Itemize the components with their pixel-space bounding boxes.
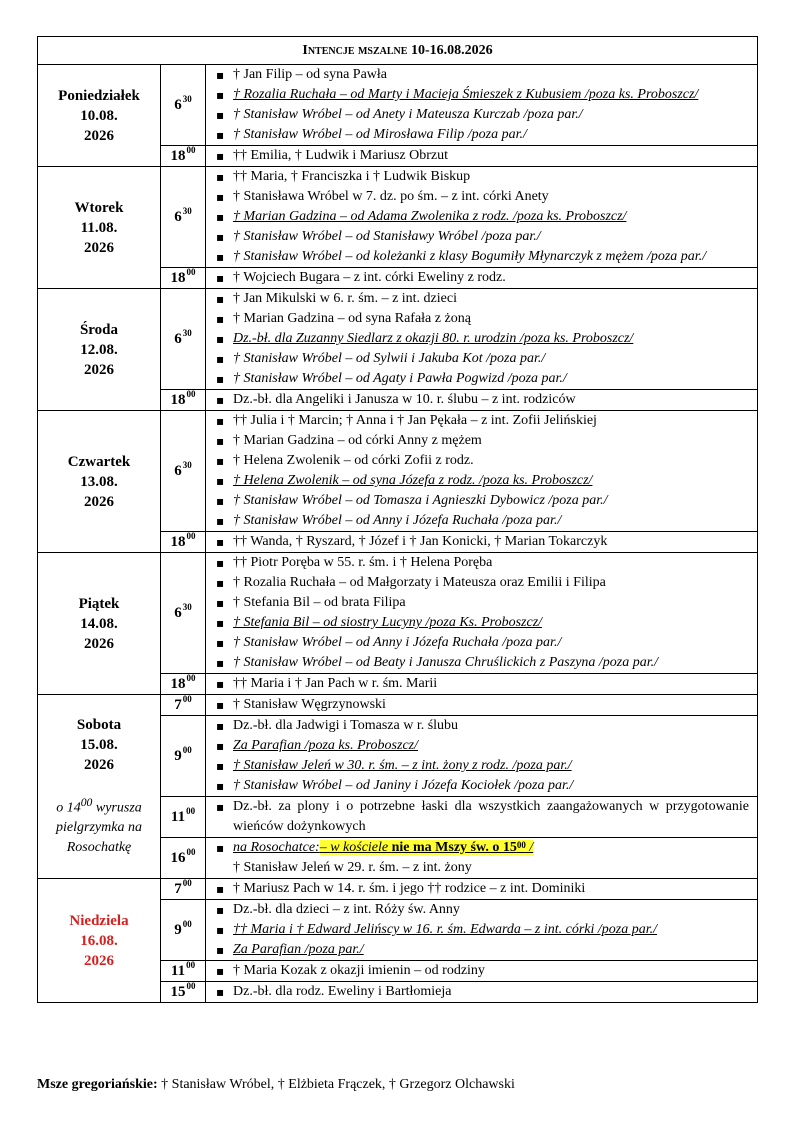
mass-time: [161, 900, 206, 961]
intentions-cell: [206, 268, 758, 289]
intention-item: ▪ † Rozalia Ruchała – od Małgorzaty i Mateusza oraz Emilii i Filipa: [206, 573, 757, 593]
intention-list: [206, 167, 757, 267]
intention-item: ▪ † Stanisław Wróbel – od Agaty i Pawła Pogwizd /poza par./: [206, 369, 757, 389]
intention-list: [206, 553, 757, 673]
day-name: Niedziela: [69, 912, 129, 929]
intention-item: ▪ Dz.-bł. dla Angeliki i Janusza w 10. r. ślubu – z int. rodziców: [206, 390, 757, 410]
intentions-table: [37, 36, 758, 1003]
mass-time: [161, 674, 206, 695]
day-year: 2026: [84, 635, 114, 652]
intention-item: ▪ † Stanisław Wróbel – od Tomasza i Agnieszki Dybowicz /poza par./: [206, 491, 757, 511]
intention-list: [206, 532, 757, 552]
notice-text: – w kościele: [319, 840, 392, 855]
mass-time: [161, 695, 206, 716]
day-year: 2026: [84, 361, 114, 378]
note-time-sup: 00: [80, 795, 93, 809]
mass-time: [161, 982, 206, 1003]
intention-item: ▪ † Jan Filip – od syna Pawła: [206, 65, 757, 85]
notice-time-sup: 00: [516, 840, 526, 850]
day-year: 2026: [84, 493, 114, 510]
note-text-rest: wyrusza pielgrzymka na Rosochatkę: [56, 800, 142, 856]
intention-item: ▪ † Stanisława Wróbel w 7. dz. po śm. – z int. córki Anety: [206, 187, 757, 207]
mass-time: [161, 289, 206, 390]
mass-hour: 18: [170, 391, 186, 408]
day-date: 11.08.: [80, 219, 118, 236]
intention-list: [206, 146, 757, 166]
intention-item: ▪ † Stefania Bil – od brata Filipa: [206, 593, 757, 613]
day-date: 13.08.: [80, 473, 118, 490]
intentions-cell: [206, 674, 758, 695]
notice-end: /: [525, 840, 534, 855]
day-name: Czwartek: [67, 453, 131, 470]
intention-item: ▪ † Marian Gadzina – od córki Anny z mężem: [206, 431, 757, 451]
mass-hour: 15: [170, 983, 186, 1000]
mass-minutes: 30: [182, 327, 192, 338]
mass-minutes: 00: [186, 144, 196, 155]
day-cell: [38, 879, 161, 1003]
intention-item: ▪ † Wojciech Bugara – z int. córki Eweliny z rodz.: [206, 268, 757, 288]
day-date: 15.08.: [80, 736, 118, 753]
day-date: 10.08.: [80, 107, 118, 124]
intention-item: ▪ †† Julia i † Marcin; † Anna i † Jan Pękała – z int. Zofii Jelińskiej: [206, 411, 757, 431]
mass-minutes: 00: [182, 918, 192, 929]
intention-item: ▪ † Stanisław Wróbel – od koleżanki z klasy Bogumiły Młynarczyk z mężem /poza par./: [206, 247, 757, 267]
intention-item: ▪ Dz.-bł. dla rodz. Eweliny i Bartłomieja: [206, 982, 757, 1002]
mass-minutes: 30: [182, 601, 192, 612]
mass-hour: 11: [170, 808, 186, 825]
mass-time: [161, 532, 206, 553]
mass-time: [161, 716, 206, 797]
day-name: Środa: [79, 321, 119, 338]
day-year: 2026: [84, 952, 114, 969]
mass-minutes: 30: [182, 459, 192, 470]
intention-item: ▪ Za Parafian /poza ks. Proboszcz/: [206, 736, 757, 756]
intention-list: [206, 695, 757, 715]
intention-item: ▪ † Stanisław Wróbel – od Anny i Józefa Ruchała /poza par./: [206, 511, 757, 531]
intentions-cell: [206, 167, 758, 268]
intention-item: ▪ †† Emilia, † Ludwik i Mariusz Obrzut: [206, 146, 757, 166]
intention-item: ▪ † Marian Gadzina – od Adama Zwolenika z rodz. /poza ks. Proboszcz/: [206, 207, 757, 227]
intention-list: [206, 900, 757, 960]
intention-list: [206, 879, 757, 899]
intention-item: ▪ †† Maria, † Franciszka i † Ludwik Biskup: [206, 167, 757, 187]
day-year: 2026: [84, 756, 114, 773]
day-cell: [38, 167, 161, 289]
intention-item: ▪ † Jan Mikulski w 6. r. śm. – z int. dzieci: [206, 289, 757, 309]
intention-item: ▪ †† Wanda, † Ryszard, † Józef i † Jan Konicki, † Marian Tokarczyk: [206, 532, 757, 552]
mass-hour: 18: [170, 675, 186, 692]
intention-item: ▪ † Mariusz Pach w 14. r. śm. i jego †† rodzice – z int. Dominiki: [206, 879, 757, 899]
mass-row: [38, 411, 758, 532]
mass-row: [38, 289, 758, 390]
intention-item: [206, 838, 757, 858]
rosochatka-label: na Rosochatce:: [233, 840, 320, 855]
intentions-cell: [206, 390, 758, 411]
mass-hour: 6: [174, 604, 182, 621]
day-name: Sobota: [76, 716, 122, 733]
intention-list: [206, 390, 757, 410]
intention-item: ▪ † Stanisław Wróbel – od Beaty i Janusza Chruślickich z Paszyna /poza par./: [206, 653, 757, 673]
intentions-cell: [206, 289, 758, 390]
mass-hour: 7: [174, 880, 182, 897]
intentions-cell: [206, 553, 758, 674]
mass-row: [38, 553, 758, 674]
mass-minutes: 30: [182, 205, 192, 216]
gregorian-masses: [37, 1077, 515, 1093]
intentions-cell: [206, 797, 758, 838]
day-cell: [38, 695, 161, 879]
mass-minutes: 00: [186, 805, 196, 816]
intention-list: [206, 674, 757, 694]
intentions-cell: [206, 900, 758, 961]
intention-item: ▪ Dz.-bł. dla dzieci – z int. Róży św. Anny: [206, 900, 757, 920]
mass-time: [161, 838, 206, 879]
title-row: [38, 37, 758, 65]
intention-item: ▪ Dz.-bł. dla Jadwigi i Tomasza w r. ślubu: [206, 716, 757, 736]
mass-minutes: 00: [186, 266, 196, 277]
mass-minutes: 00: [186, 980, 196, 991]
intention-item: † Stanisław Jeleń w 29. r. śm. – z int. żony: [233, 860, 472, 875]
intentions-cell: [206, 146, 758, 167]
mass-minutes: 00: [182, 877, 192, 888]
intention-item: ▪ † Maria Kozak z okazji imienin – od rodziny: [206, 961, 757, 981]
mass-minutes: 00: [186, 530, 196, 541]
day-cell: [38, 65, 161, 167]
intention-item: ▪ † Stanisław Wróbel – od Anny i Józefa Ruchała /poza par./: [206, 633, 757, 653]
mass-hour: 18: [170, 269, 186, 286]
gregorian-label: Msze gregoriańskie:: [37, 1077, 158, 1092]
mass-hour: 6: [174, 208, 182, 225]
intention-list: [206, 289, 757, 389]
intention-list: [206, 716, 757, 796]
mass-time: [161, 390, 206, 411]
mass-minutes: 00: [182, 693, 192, 704]
mass-hour: 18: [170, 533, 186, 550]
intention-item: ▪ † Stanisław Wróbel – od Stanisławy Wróbel /poza par./: [206, 227, 757, 247]
intention-item: ▪ † Stanisław Wróbel – od Mirosława Filip /poza par./: [206, 125, 757, 145]
mass-time: [161, 961, 206, 982]
intentions-cell: [206, 879, 758, 900]
intention-item: ▪ † Helena Zwolenik – od córki Zofii z rodz.: [206, 451, 757, 471]
intentions-cell: [206, 838, 758, 879]
mass-minutes: 30: [182, 93, 192, 104]
mass-minutes: 00: [186, 959, 196, 970]
mass-time: [161, 411, 206, 532]
intentions-cell: [206, 695, 758, 716]
day-date: 14.08.: [80, 615, 118, 632]
mass-time: [161, 797, 206, 838]
intention-item: ▪ † Stefania Bil – od siostry Lucyny /poza Ks. Proboszcz/: [206, 613, 757, 633]
mass-time: [161, 167, 206, 268]
intention-item: ▪ † Stanisław Jeleń w 30. r. śm. – z int. żony z rodz. /poza par./: [206, 756, 757, 776]
day-date: 16.08.: [80, 932, 118, 949]
mass-hour: 6: [174, 96, 182, 113]
intention-item: ▪ † Marian Gadzina – od syna Rafała z żoną: [206, 309, 757, 329]
day-cell: [38, 289, 161, 411]
intentions-cell: [206, 716, 758, 797]
mass-row: [38, 879, 758, 900]
mass-hour: 9: [174, 921, 182, 938]
table-title: [38, 37, 758, 65]
no-mass-notice: [320, 840, 534, 855]
mass-minutes: 00: [186, 672, 196, 683]
intention-item: ▪ †† Piotr Poręba w 55. r. śm. i † Helena Poręba: [206, 553, 757, 573]
mass-hour: 7: [174, 696, 182, 713]
mass-minutes: 00: [186, 388, 196, 399]
intention-list: [206, 268, 757, 288]
mass-time: [161, 268, 206, 289]
intentions-cell: [206, 982, 758, 1003]
intentions-sheet: [37, 36, 757, 1003]
mass-hour: 9: [174, 747, 182, 764]
intention-list: [206, 961, 757, 981]
day-year: 2026: [84, 127, 114, 144]
intention-item: ▪ † Rozalia Ruchała – od Marty i Macieja Śmieszek z Kubusiem /poza ks. Proboszcz/: [206, 85, 757, 105]
mass-row: [38, 695, 758, 716]
intention-item: ▪ † Stanisław Węgrzynowski: [206, 695, 757, 715]
mass-hour: 18: [170, 147, 186, 164]
intention-item: ▪ † Stanisław Wróbel – od Anety i Mateusza Kurczab /poza par./: [206, 105, 757, 125]
intention-item: ▪ Dz.-bł. za plony i o potrzebne łaski dla wszystkich zaangażowanych w przygotowanie wieńców dożynkowych: [206, 797, 757, 837]
day-name: Wtorek: [74, 199, 124, 216]
intention-item: ▪ † Stanisław Wróbel – od Sylwii i Jakuba Kot /poza par./: [206, 349, 757, 369]
day-name: Poniedziałek: [58, 87, 140, 104]
pilgrimage-note: [38, 793, 160, 859]
intention-list: [206, 982, 757, 1002]
mass-time: [161, 146, 206, 167]
mass-minutes: 00: [182, 744, 192, 755]
mass-hour: 6: [174, 462, 182, 479]
intention-item: ▪ †† Maria i † Edward Jelińscy w 16. r. śm. Edwarda – z int. córki /poza par./: [206, 920, 757, 940]
mass-hour: 6: [174, 330, 182, 347]
mass-time: [161, 553, 206, 674]
gregorian-text: † Stanisław Wróbel, † Elżbieta Frączek, † Grzegorz Olchawski: [157, 1077, 515, 1092]
day-cell: [38, 553, 161, 695]
mass-minutes: 00: [186, 846, 196, 857]
mass-hour: 16: [170, 849, 186, 866]
mass-row: [38, 167, 758, 268]
intention-item: ▪ †† Maria i † Jan Pach w r. śm. Marii: [206, 674, 757, 694]
mass-row: [38, 65, 758, 146]
intention-list: [206, 797, 757, 837]
intention-item: ▪ Dz.-bł. dla Zuzanny Siedlarz z okazji 80. r. urodzin /poza ks. Proboszcz/: [206, 329, 757, 349]
mass-hour: 11: [170, 962, 186, 979]
intentions-cell: [206, 411, 758, 532]
intention-item: ▪ † Stanisław Wróbel – od Janiny i Józefa Kociołek /poza par./: [206, 776, 757, 796]
intention-item: ▪ Za Parafian /poza par./: [206, 940, 757, 960]
intention-item: ▪ † Helena Zwolenik – od syna Józefa z rodz. /poza ks. Proboszcz/: [206, 471, 757, 491]
intention-list: [206, 411, 757, 531]
intentions-cell: [206, 65, 758, 146]
day-name: Piątek: [78, 595, 120, 612]
intentions-cell: [206, 961, 758, 982]
notice-bold: nie ma Mszy św. o 15: [391, 840, 517, 855]
title-dates: 10-16.08.2026: [410, 42, 493, 58]
intentions-cell: [206, 532, 758, 553]
day-date: 12.08.: [80, 341, 118, 358]
mass-time: [161, 65, 206, 146]
day-cell: [38, 411, 161, 553]
intention-list: [206, 838, 757, 878]
note-text: o 14: [56, 800, 81, 816]
mass-time: [161, 879, 206, 900]
intention-list: [206, 65, 757, 145]
day-year: 2026: [84, 239, 114, 256]
title-label: Intencje mszalne: [302, 42, 408, 58]
